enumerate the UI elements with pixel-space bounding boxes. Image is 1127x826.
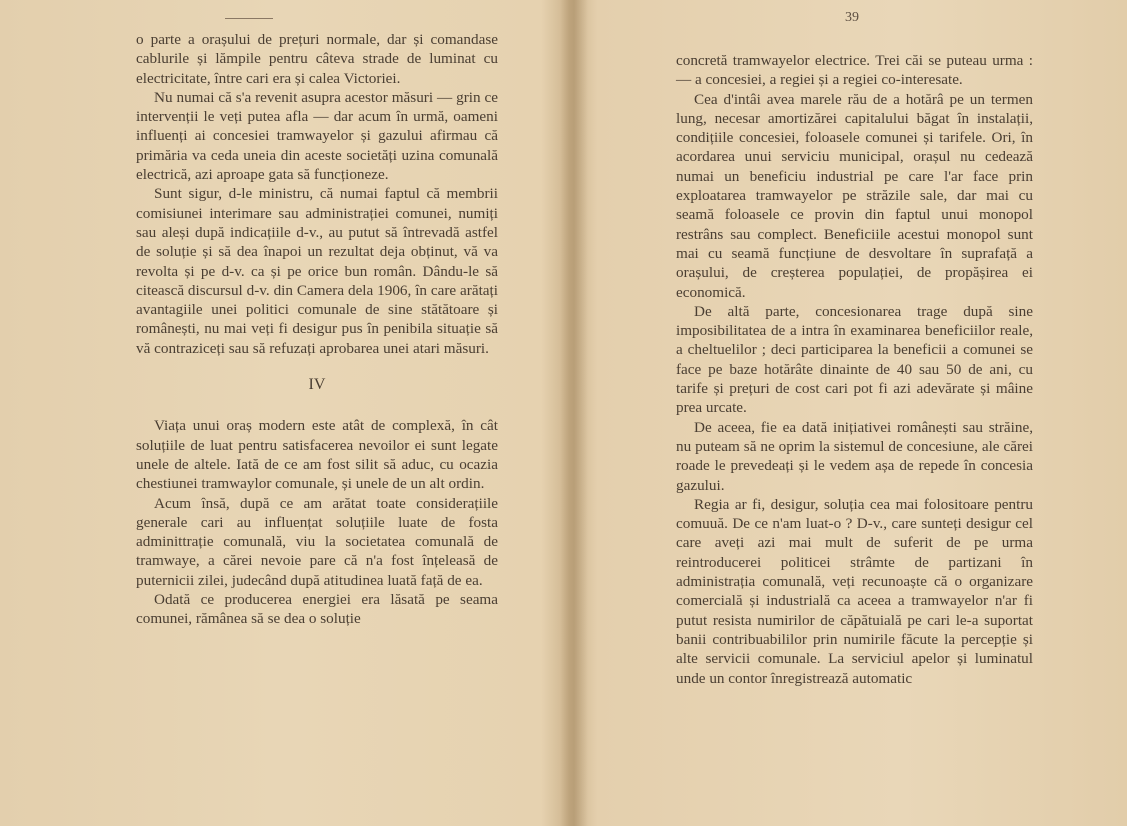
paragraph: Sunt sigur, d-le ministru, că numai faptul că membrii comisiunei interimare sau administrației comunei, numiți sau aleși după indicațiile d-v., au putut să întrevadă astfel de soluție și să dea înapoi un rezultat deja obținut, vă va revolta și pe d-v. ca și pe orice bun român. Dându-le să citească discursul d-v. din Camera dela 1906, în care arătați avantagiile unei politici comunale de sine stătătoare și românești, nu mai veți fi desigur pus în penibila situație să vă contraziceți sau să refuzați aprobarea unei atari măsuri. <box>136 185 498 357</box>
paragraph: concretă tramwayelor electrice. Trei căi se puteau urma : — a concesiei, a regiei și a regiei co-interesate. <box>676 52 1033 89</box>
left-page-text <box>136 30 498 629</box>
top-rule <box>225 18 273 19</box>
paragraph: Cea d'intâi avea marele rău de a hotărâ pe un termen lung, necesar amortizărei capitalului băgat în instalații, condițiile concesiei, foloasele comunei și tarifele. Ori, în acordarea unui serviciu municipal, orașul nu cedează numai un beneficiu industrial pe care l'ar face prin exploatarea tramwayelor pe străzile sale, dar mai cu seamă foloasele ce provin din faptul unui monopol restrâns sau complect. Beneficiile acestui monopol sunt mai cu seamă funcțiune de desvoltare în suprafață a orașului, de creșterea populației, de propășirea ei economică. <box>676 90 1033 301</box>
paragraph: De altă parte, concesionarea trage după sine imposibilitatea de a intra în examinarea beneficiilor reale, a cheltuelilor ; deci participarea la beneficii a comunei se face pe baze hotărâte dinainte de 40 sau 50 de ani, cu tarife și prețuri de cost cari pot fi azi adevărate și mâine prea urcate. <box>676 302 1033 417</box>
paragraph: Odată ce producerea energiei era lăsată pe seama comunei, rămânea să se dea o soluție <box>136 591 498 628</box>
page-number: 39 <box>845 10 859 25</box>
paragraph: o parte a orașului de prețuri normale, dar și comandase cablurile și lămpile pentru câteva strade de luminat cu electricitate, între cari era și calea Victoriei. <box>136 31 498 87</box>
left-page <box>0 0 560 826</box>
right-page-text <box>676 51 1033 688</box>
section-heading: IV <box>308 376 326 394</box>
paragraph: De aceea, fie ea dată inițiativei românești sau străine, nu puteam să ne oprim la sistemul de concesiune, ale cărei roade le prevedeați și le vedem așa de repede în concesia gazului. <box>676 418 1033 494</box>
paragraph: Viața unui oraș modern este atât de complexă, în cât soluțiile de luat pentru satisfacerea nevoilor ei sunt legate unele de altele. Iată de ce am fost silit să aduc, cu ocazia chestiunei tramwaylor comunale, și unele de un alt ordin. <box>136 417 498 493</box>
paragraph: Nu numai că s'a revenit asupra acestor măsuri — grin ce intervenții le veți putea afla — dar acum în urmă, oameni influenți ai concesiei tramwayelor și gazului afirmau că primăria va ceda uneia din aceste societăți uzina comunală electrică, azi aproape gata să funcționeze. <box>136 88 498 184</box>
paragraph: Acum însă, după ce am arătat toate considerațiile generale cari au influențat soluțiile luate de fosta adminittrație comunală, viu la societatea comunală de tramwaye, a cărei nevoie pare că n'a fost înțeleasă de puternicii zilei, judecând după atitudinea luată față de ea. <box>136 494 498 589</box>
right-page <box>588 0 1127 826</box>
book-gutter <box>560 0 588 826</box>
paragraph: Regia ar fi, desigur, soluția cea mai folositoare pentru comuuă. De ce n'am luat-o ? D-v., care sunteți desigur cel care aveți azi mai mult de suferit de pe urma reintroducerei politicei strâmte de partizani în administrația comunală, veți recunoaște că o organizare comercială și industrială ca aceea a tramwayelor n'ar fi putut resista numirilor de căpătuială pe cari le-a suportat banii contribuabililor prin numirile făcute la percepție și alte servicii comunale. La serviciul apelor și luminatul unde un contor înregistrează automatic <box>676 495 1033 687</box>
